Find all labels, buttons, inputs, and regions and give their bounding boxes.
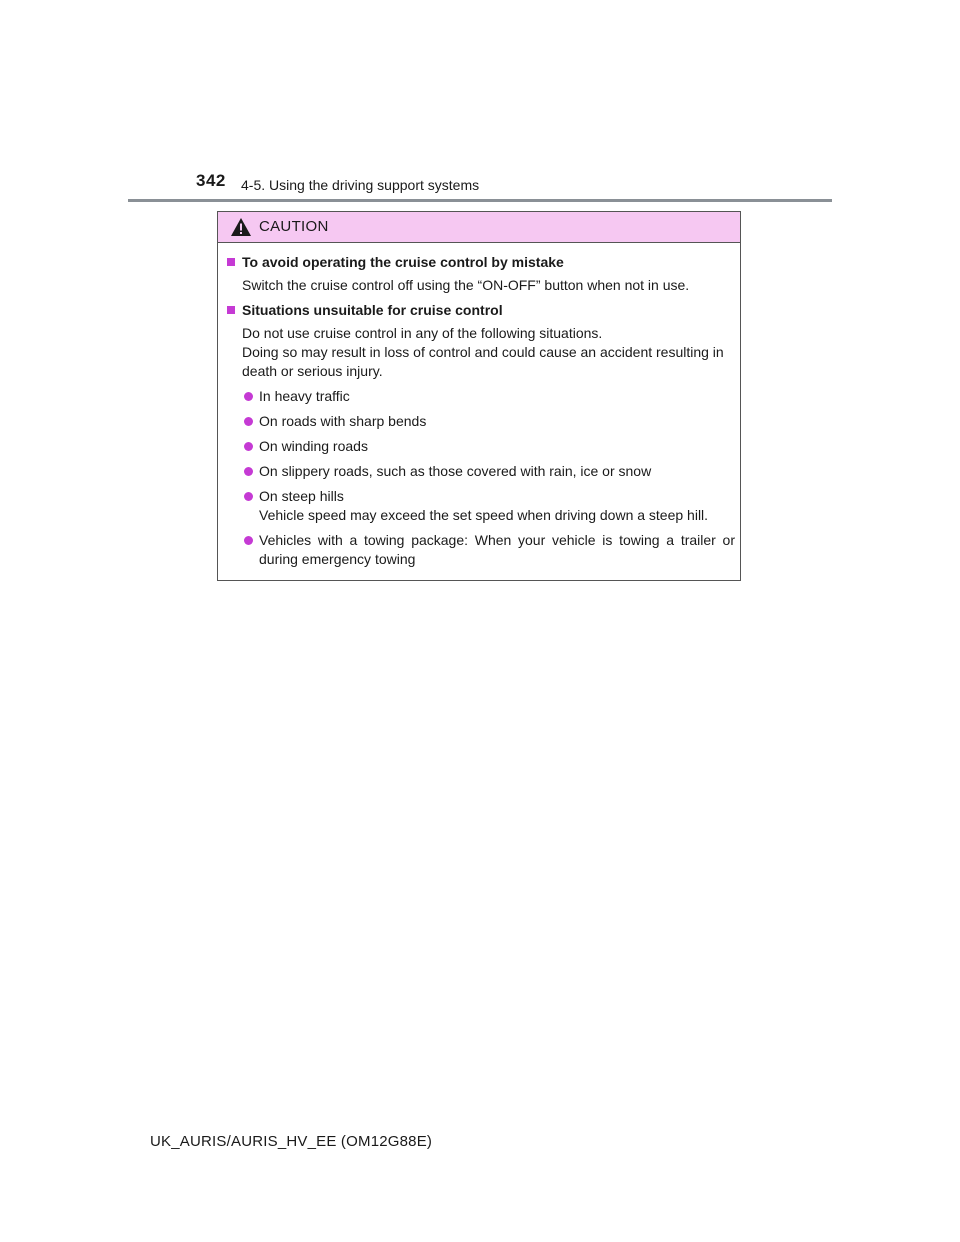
list-item bbox=[242, 531, 735, 569]
list-item bbox=[242, 387, 735, 406]
section-paragraph bbox=[224, 324, 735, 381]
page-number: 342 bbox=[196, 171, 226, 190]
list-item-text bbox=[259, 487, 735, 525]
round-bullet-icon bbox=[244, 467, 253, 476]
warning-triangle-icon bbox=[230, 217, 252, 237]
footer-model-code: UK_AURIS/AURIS_HV_EE (OM12G88E) bbox=[150, 1133, 433, 1150]
list-item bbox=[242, 437, 735, 456]
caution-title: CAUTION bbox=[259, 218, 329, 235]
caution-body bbox=[218, 243, 740, 569]
list-item bbox=[242, 487, 735, 525]
list-item-text: On roads with sharp bends bbox=[259, 413, 427, 429]
paragraph-line: Doing so may result in loss of control and could cause an accident resulting in death or serious injury. bbox=[242, 344, 724, 379]
round-bullet-icon bbox=[244, 492, 253, 501]
paragraph-line: Do not use cruise control in any of the following situations. bbox=[242, 325, 603, 341]
list-item-text: On slippery roads, such as those covered with rain, ice or snow bbox=[259, 463, 652, 479]
list-item-text: On winding roads bbox=[259, 438, 368, 454]
list-item-text: In heavy traffic bbox=[259, 388, 350, 404]
square-bullet-icon bbox=[227, 306, 235, 314]
square-bullet-icon bbox=[227, 258, 235, 266]
caution-header bbox=[218, 212, 740, 243]
list-item-text: Vehicles with a towing package: When your vehicle is towing a trailer or during emergency towing bbox=[259, 532, 735, 567]
round-bullet-icon bbox=[244, 392, 253, 401]
round-bullet-icon bbox=[244, 417, 253, 426]
section-title: 4-5. Using the driving support systems bbox=[241, 177, 480, 193]
caution-box bbox=[217, 211, 741, 581]
list-item-note: Vehicle speed may exceed the set speed when driving down a steep hill. bbox=[259, 507, 709, 523]
bullet-list bbox=[224, 387, 735, 569]
list-item-title: On steep hills bbox=[259, 488, 344, 504]
list-item bbox=[242, 412, 735, 431]
round-bullet-icon bbox=[244, 536, 253, 545]
section-heading-text: Situations unsuitable for cruise control bbox=[242, 302, 503, 318]
section-heading bbox=[224, 253, 735, 272]
list-item bbox=[242, 462, 735, 481]
section-heading-text: To avoid operating the cruise control by mistake bbox=[242, 254, 564, 270]
section-paragraph: Switch the cruise control off using the “ON-OFF” button when not in use. bbox=[242, 277, 690, 293]
section-heading bbox=[224, 301, 735, 320]
header-divider bbox=[128, 199, 832, 202]
round-bullet-icon bbox=[244, 442, 253, 451]
